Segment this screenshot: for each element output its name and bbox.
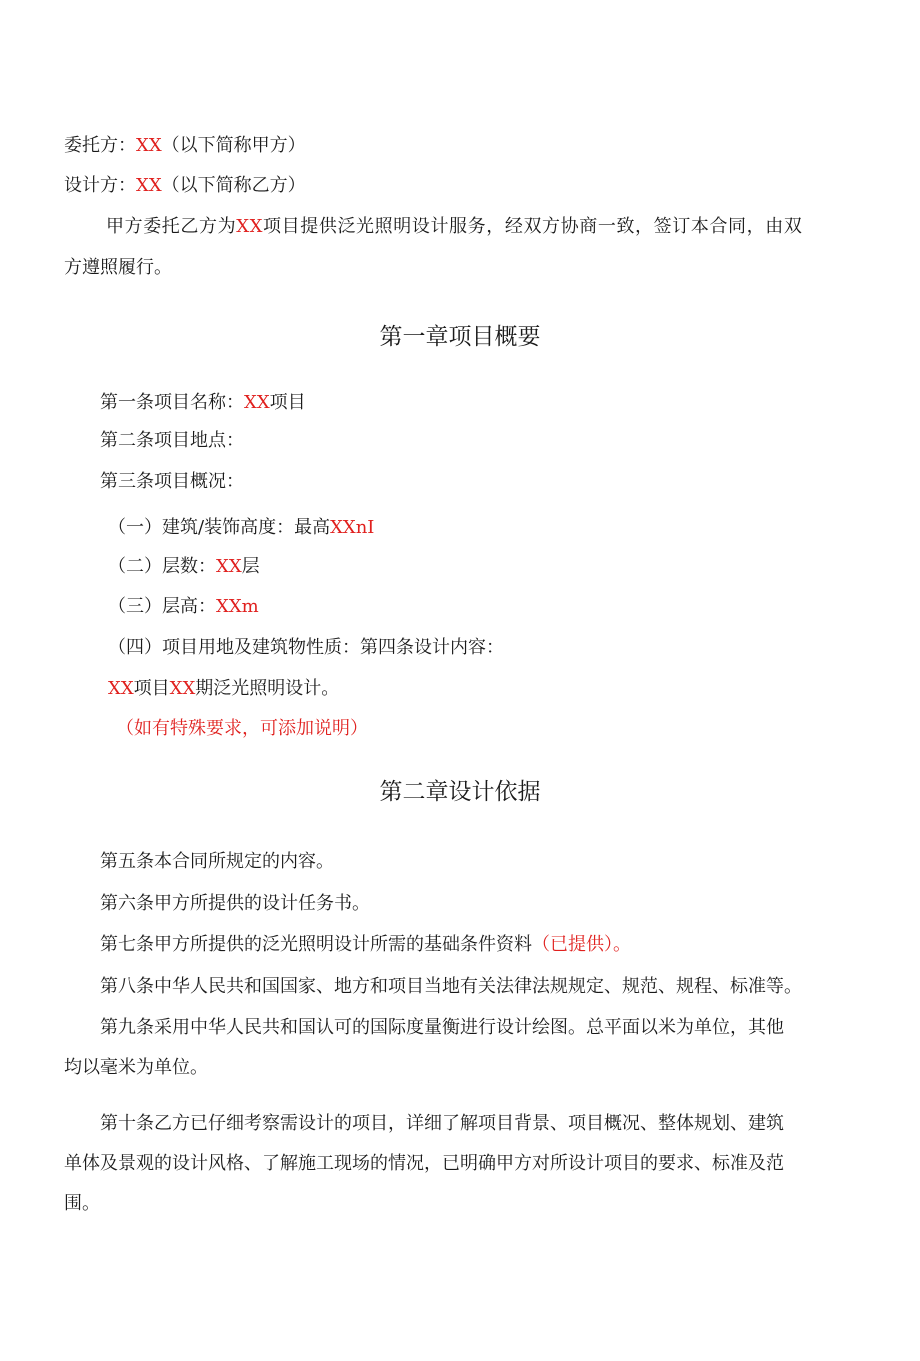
design-content-phase-placeholder: XX	[169, 678, 196, 699]
article-10-line-2: 单体及景观的设计风格、了解施工现场的情况，已明确甲方对所设计项目的要求、标准及范	[64, 1153, 784, 1174]
article-1-suffix: 项目	[269, 392, 306, 413]
client-line	[64, 134, 306, 158]
article-7-text: 第七条甲方所提供的泛光照明设计所需的基础条件资料	[100, 934, 532, 955]
article-10-line-1: 第十条乙方已仔细考察需设计的项目，详细了解项目背景、项目概况、整体规划、建筑	[100, 1113, 784, 1134]
client-note: （以下简称甲方）	[161, 135, 306, 156]
design-content-project-placeholder: XX	[108, 678, 134, 699]
special-requirement-note: （如有特殊要求，可添加说明）	[116, 718, 368, 739]
item-2-placeholder: XX	[216, 556, 242, 577]
article-9-line-2: 均以毫米为单位。	[64, 1057, 208, 1078]
article-1	[100, 391, 306, 415]
item-2-suffix: 层	[241, 556, 260, 577]
designer-note: （以下简称乙方）	[161, 175, 306, 196]
intro-project-placeholder: XX	[236, 216, 264, 237]
designer-label: 设计方：	[64, 175, 136, 196]
article-10-line-3: 围。	[64, 1193, 100, 1214]
item-1-height	[108, 516, 374, 540]
article-1-label: 第一条项目名称：	[100, 392, 244, 413]
item-3-placeholder: XXm	[216, 596, 259, 617]
article-1-placeholder: XX	[244, 392, 270, 413]
chapter-1-title: 第一章项目概要	[379, 324, 541, 350]
article-5: 第五条本合同所规定的内容。	[100, 851, 334, 872]
chapter-2-title: 第二章设计依据	[379, 779, 541, 805]
item-4-land-use: （四）项目用地及建筑物性质：第四条设计内容：	[108, 637, 504, 658]
design-content-suffix: 期泛光照明设计。	[195, 678, 340, 699]
client-name-placeholder: XX	[136, 135, 162, 156]
article-6: 第六条甲方所提供的设计任务书。	[100, 893, 370, 914]
item-2-label: （二）层数：	[108, 556, 216, 577]
designer-line	[64, 174, 306, 198]
item-2-floors	[108, 555, 260, 579]
intro-line-2: 方遵照履行。	[64, 257, 172, 278]
client-label: 委托方：	[64, 135, 136, 156]
article-2: 第二条项目地点：	[100, 430, 244, 451]
item-1-placeholder: XXnI	[330, 517, 375, 538]
item-3-floor-height	[108, 595, 259, 619]
intro-text-2: 项目提供泛光照明设计服务，经双方协商一致，签订本合同，由双	[263, 216, 803, 237]
design-content	[108, 677, 339, 701]
designer-name-placeholder: XX	[136, 175, 162, 196]
article-3: 第三条项目概况：	[100, 471, 244, 492]
item-1-label: （一）建筑/装饰高度：最高	[108, 517, 331, 538]
article-8: 第八条中华人民共和国国家、地方和项目当地有关法律法规规定、规范、规程、标准等。	[100, 976, 802, 997]
article-7-note: （已提供）。	[532, 934, 631, 955]
intro-line-1	[106, 215, 802, 239]
intro-text-1: 甲方委托乙方为	[106, 216, 237, 237]
item-3-label: （三）层高：	[108, 596, 216, 617]
article-9-line-1: 第九条采用中华人民共和国认可的国际度量衡进行设计绘图。总平面以米为单位，其他	[100, 1017, 784, 1038]
design-content-mid: 项目	[133, 678, 170, 699]
article-7	[100, 933, 631, 957]
